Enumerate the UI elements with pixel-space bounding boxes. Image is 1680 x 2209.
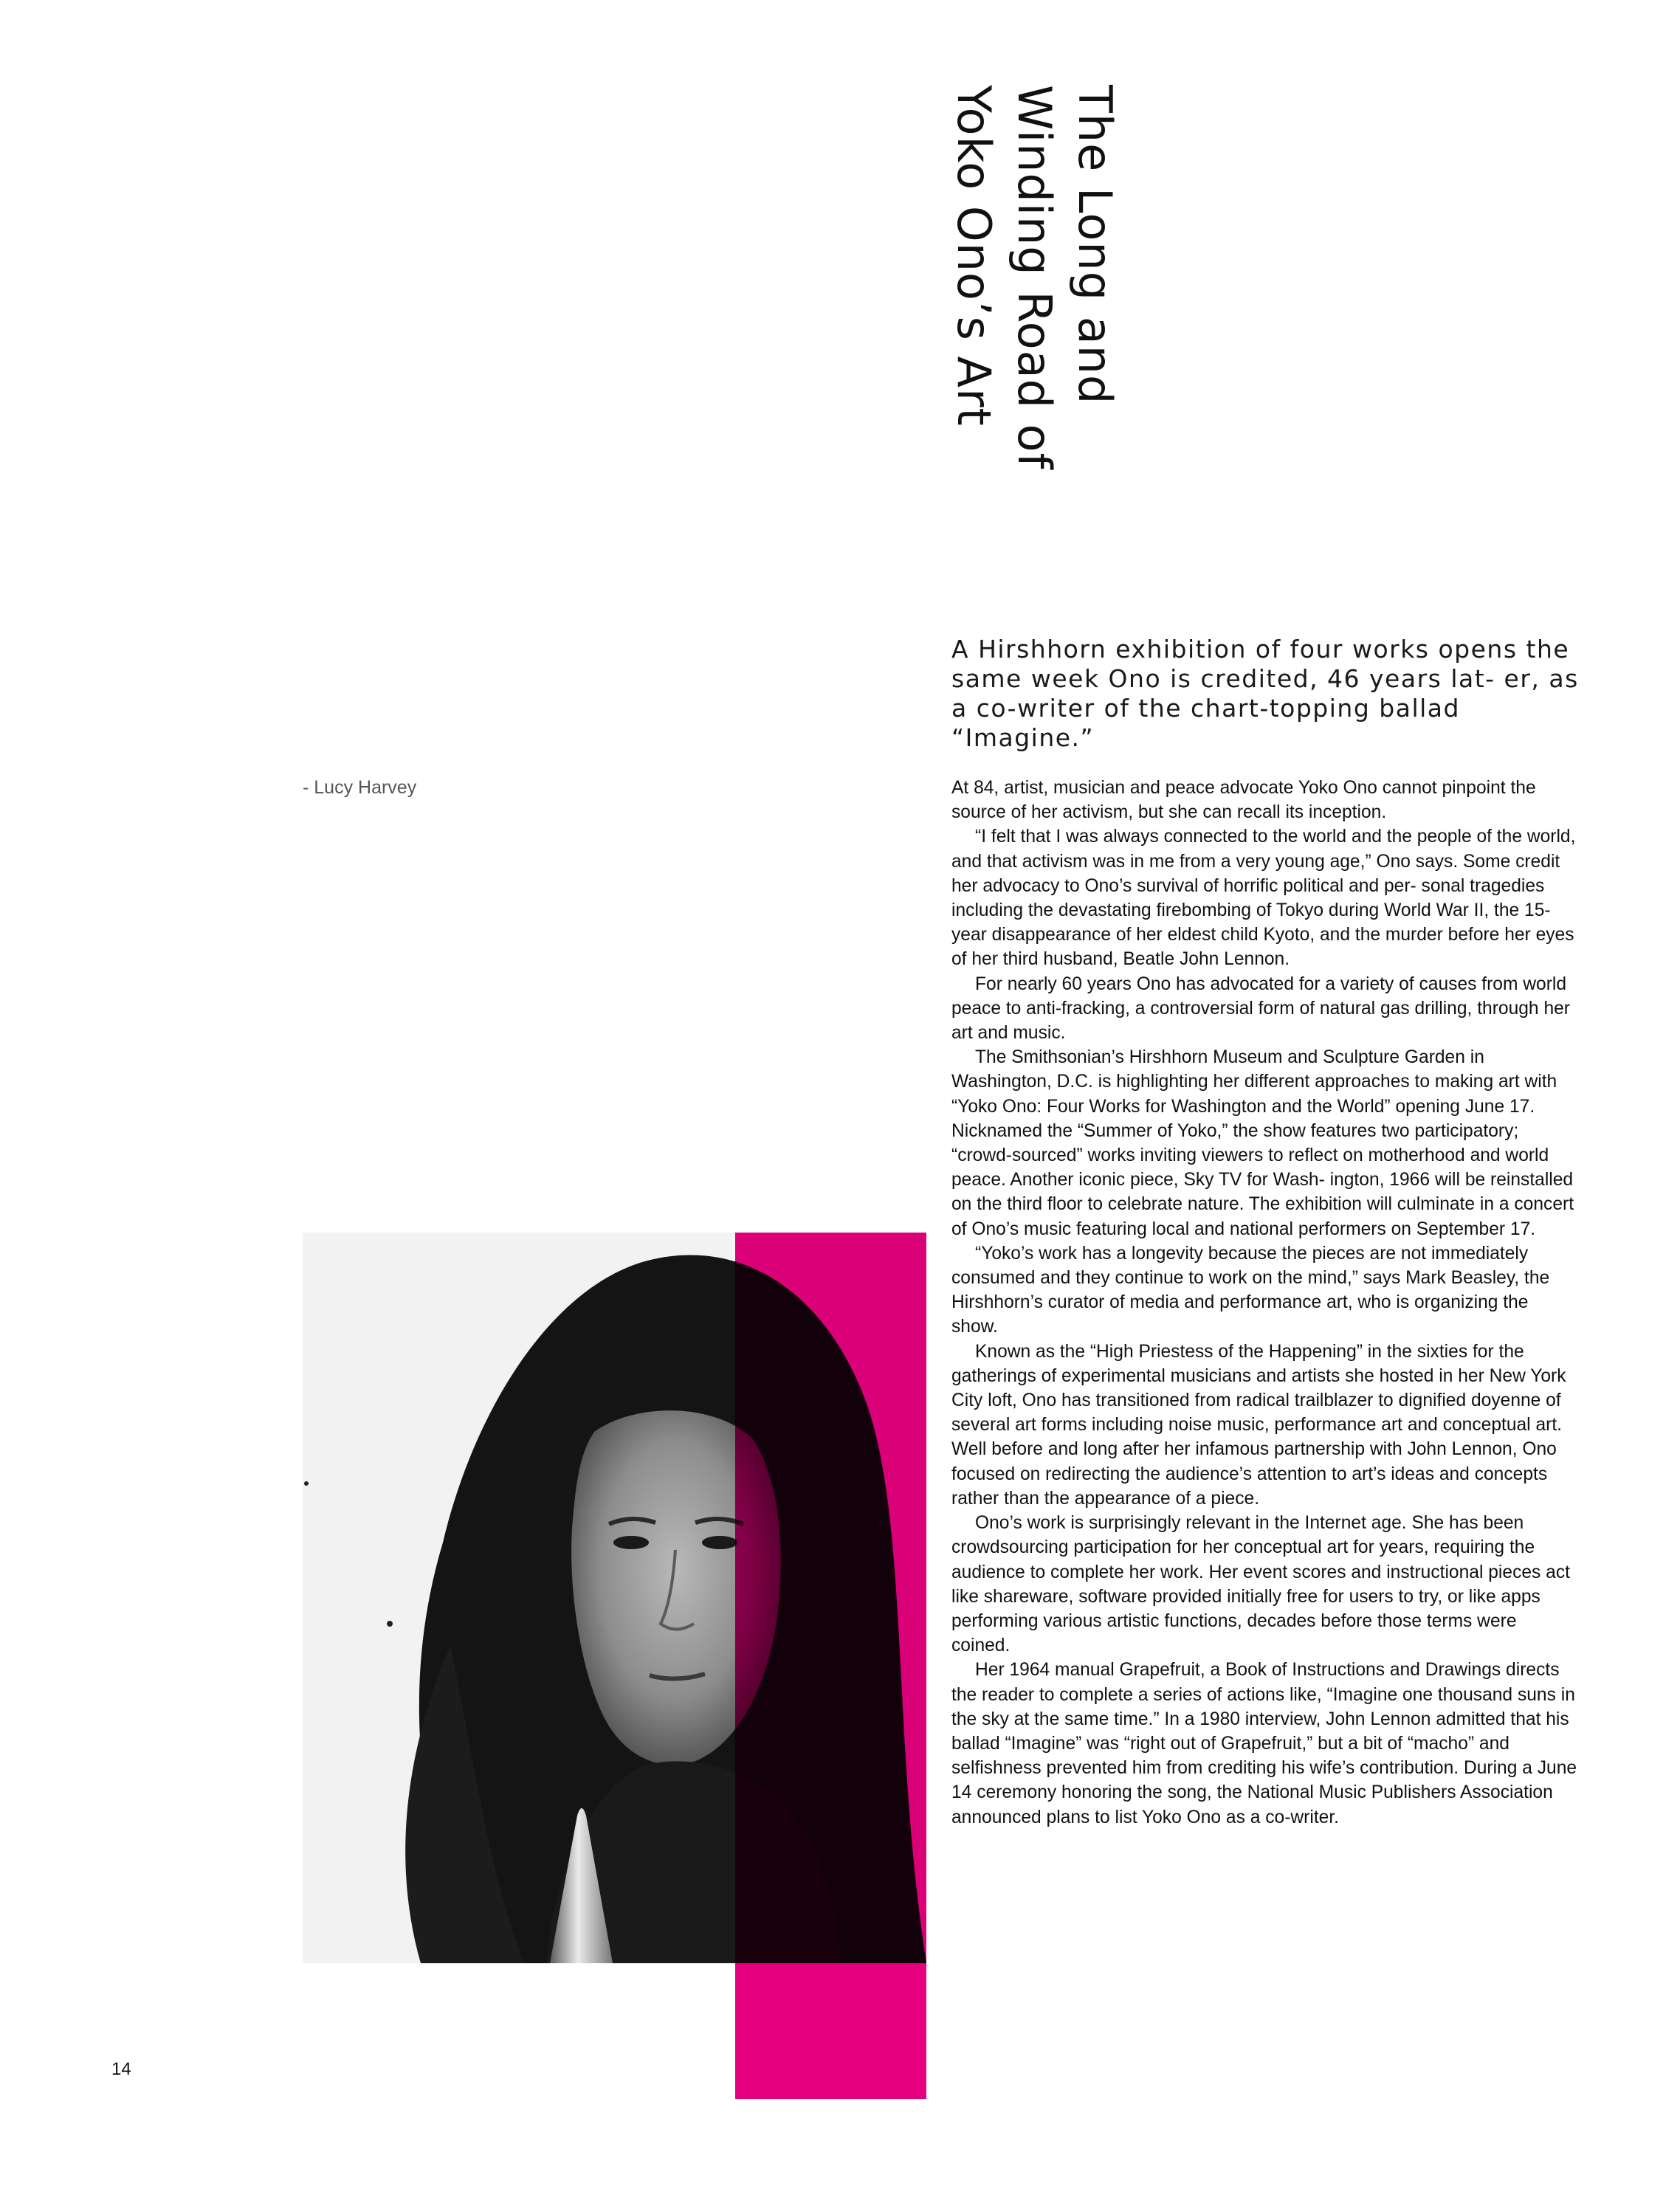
article-title: [943, 85, 1125, 469]
body-paragraph: At 84, artist, musician and peace advocate Yoko Ono cannot pinpoint the source of her activism, but she can recall its inception.: [951, 778, 1536, 823]
title-line-2: Winding Road of: [1008, 85, 1061, 470]
body-paragraph: Ono’s work is surprisingly relevant in the Internet age. She has been crowdsourcing participation for her conceptual art for years, requiring the audience to complete her work. Her event scores and instructional pieces act like shareware, software provided initially free for users to try, or like apps performing various artistic functions, decades before those terms were coined.: [951, 1513, 1570, 1656]
article-deck: A Hirshhorn exhibition of four works opens the same week Ono is credited, 46 years lat- er, as a co-writer of the chart-topping ballad “Imagine.”: [951, 635, 1579, 752]
body-paragraph: Known as the “High Priestess of the Happening” in the sixties for the gatherings of experimental musicians and artists she hosted in her New York City loft, Ono has transitioned from radical trailblazer to dignified doyenne of several art forms including noise music, performance art and conceptual art. Well before and long after her infamous partnership with John Lennon, Ono focused on redirecting the audience’s attention to art’s ideas and concepts rather than the appearance of a piece.: [951, 1341, 1566, 1509]
page-number: 14: [111, 2059, 131, 2079]
body-paragraph: “I felt that I was always connected to the world and the people of the world, and that activism was in me from a very young age,” Ono says. Some credit her advocacy to Ono’s survival of horrific political and per- sonal tragedies including the devastating firebombing of Tokyo during World War II, the 15-year disappearance of her eldest child Kyoto, and the murder before her eyes of her third husband, Beatle John Lennon.: [951, 827, 1576, 970]
title-block: [943, 85, 1120, 557]
body-paragraph: “Yoko’s work has a longevity because the pieces are not immediately consumed and they continue to work on the mind,” says Mark Beasley, the Hirshhorn’s curator of media and performance art, who is organizing the show.: [951, 1243, 1550, 1337]
body-paragraph: For nearly 60 years Ono has advocated for a variety of causes from world peace to anti-fracking, a controversial form of natural gas drilling, through her art and music.: [951, 973, 1570, 1044]
body-paragraph: Her 1964 manual Grapefruit, a Book of Instructions and Drawings directs the reader to complete a series of actions like, “Imagine one thousand suns in the sky at the same time.” In a 1980 interview, John Lennon admitted that his ballad “Imagine” was “right out of Grapefruit,” but a bit of “macho” and selfishness prevented him from crediting his wife’s contribution. During a June 14 ceremony honoring the song, the National Music Publishers Association announced plans to list Yoko Ono as a co-writer.: [951, 1660, 1577, 1827]
body-paragraph: The Smithsonian’s Hirshhorn Museum and Sculpture Garden in Washington, D.C. is highlighting her different approaches to making art with “Yoko Ono: Four Works for Washington and the World” opening June 17. Nicknamed the “Summer of Yoko,” the show features two participatory; “crowd-sourced” works inviting viewers to reflect on motherhood and world peace. Another iconic piece, Sky TV for Wash- ington, 1966 will be reinstalled on the third floor to celebrate nature. The exhibition will culminate in a concert of Ono’s music featuring local and national performers on September 17.: [951, 1047, 1574, 1239]
author-byline: - Lucy Harvey: [303, 777, 417, 798]
title-line-1: The Long and: [1068, 85, 1122, 405]
magenta-photo-overlay: [735, 1233, 926, 1963]
title-line-3: Yoko Ono’s Art: [947, 85, 1001, 427]
article-body: [951, 776, 1579, 1830]
